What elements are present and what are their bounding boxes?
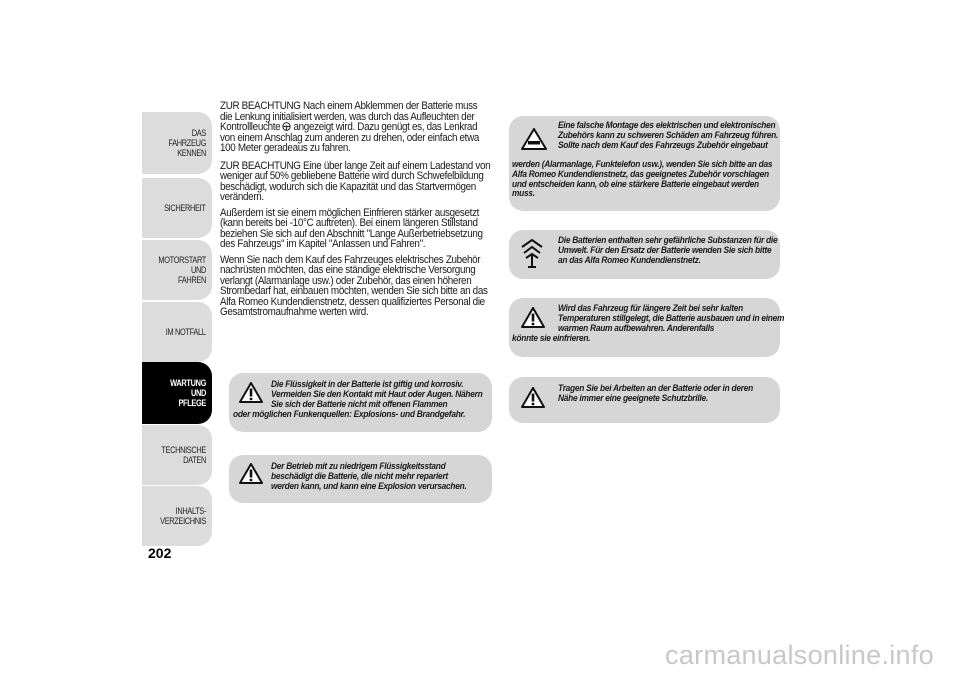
tab-das-fahrzeug-kennen[interactable]: DAS FAHRZEUG KENNEN — [142, 112, 212, 174]
tab-wartung-und-pflege[interactable]: WARTUNG UND PFLEGE — [142, 362, 212, 424]
warning-box-toxic-fluid — [229, 373, 492, 432]
paragraph-freezing: Außerdem ist sie einem möglichen Einfrieren stärker ausgesetzt (kann bereits bei -10°C auftreten). Bei einem längeren Stillstand beziehen Sie sich auf den Abschnitt "Lange Außerbetriebsetzung des Fahrzeugs" im Kapitel "Anlassen und Fahren". — [220, 206, 483, 250]
warning-text: Wird das Fahrzeug für längere Zeit bei sehr kalten Temperaturen stillgelegt, die Batterie ausbauen und in einem warmen Raum aufbewahren. Anderenfalls — [558, 303, 785, 333]
warning-text-continued: oder möglichen Funkenquellen: Explosions- und Brandgefahr. — [233, 409, 466, 419]
warning-triangle-icon — [521, 307, 545, 328]
watermark: carmanualsonline.info — [665, 640, 934, 670]
caution-triangle-icon — [521, 128, 547, 150]
tab-im-notfall[interactable]: IM NOTFALL — [142, 302, 212, 362]
tab-technische-daten[interactable]: TECHNISCHE DATEN — [142, 425, 212, 485]
warning-triangle-icon — [239, 463, 263, 484]
warning-box-safety-goggles — [509, 377, 780, 423]
warning-text-continued: werden (Alarmanlage, Funktelefon usw.), wenden Sie sich bitte an das Alfa Romeo Kundendienstnetz, das geeignetes Zubehör vorschlagen und entscheiden kann, ob eine stärkere Batterie eingebaut werden muss. — [512, 159, 773, 199]
paragraph-accessories: Wenn Sie nach dem Kauf des Fahrzeuges elektrisches Zubehör nachrüsten möchten, das eine ständige elektrische Versorgung verlangt (Alarmanlage usw.) oder Zubehör, das einen höheren Strombedarf hat, einbauen möchten, wenden Sie sich bitte an das Alfa Romeo Kundendienstnetz, dessen qualifiziertes Personal die Gesamtstromaufnahme werten wird. — [220, 253, 488, 318]
warning-text-continued: könnte sie einfrieren. — [512, 333, 591, 343]
warning-triangle-icon — [239, 382, 263, 403]
environment-text: Die Batterien enthalten sehr gefährliche Substanzen für die Umwelt. Für den Ersatz der Batterie wenden Sie sich bitte an das Alfa Romeo Kundendienstnetz. — [558, 235, 778, 265]
tab-inhaltsverzeichnis[interactable]: INHALTS- VERZEICHNIS — [142, 486, 212, 546]
warning-text: Tragen Sie bei Arbeiten an der Batterie oder in deren Nähe immer eine geeignete Schutzbrille. — [558, 383, 753, 403]
tab-motorstart-und-fahren[interactable]: MOTORSTART UND FAHREN — [142, 240, 212, 300]
paragraph-charge-note: ZUR BEACHTUNG Eine über lange Zeit auf einem Ladestand von weniger auf 50% gebliebene Batterie wird durch Schwefelbildung beschädigt, wodurch sich die Kapazität und das Startvermögen verändern. — [220, 159, 491, 203]
left-column — [220, 101, 492, 325]
tab-sicherheit[interactable]: SICHERHEIT — [142, 178, 212, 238]
warning-box-accessory-mounting — [509, 116, 780, 211]
warning-triangle-icon — [521, 387, 545, 408]
steering-warning-light-icon — [283, 122, 291, 131]
warning-box-cold-storage — [509, 298, 785, 357]
warning-text: Eine falsche Montage des elektrischen und elektronischen Zubehörs kann zu schweren Schäden am Fahrzeug führen. Sollte nach dem Kauf des Fahrzeugs Zubehör eingebaut — [558, 120, 779, 150]
environment-box-disposal — [509, 230, 780, 279]
environment-icon — [519, 237, 545, 269]
warning-box-low-fluid — [229, 455, 492, 503]
paragraph-steering-note: ZUR BEACHTUNG Nach einem Abklemmen der Batterie muss die Lenkung initialisiert werden, was durch das Aufleuchten der Kontrollleuchte angezeigt wird. Dazu genügt es, das Lenkrad von einem Anschlag zum anderen zu drehen, oder einfach etwa 100 Meter geradeaus zu fahren. — [220, 100, 480, 154]
warning-text: Der Betrieb mit zu niedrigem Flüssigkeitsstand beschädigt die Batterie, die nicht mehr repariert werden kann, und kann eine Explosion verursachen. — [271, 461, 467, 491]
page-number: 202 — [148, 545, 172, 561]
warning-text: Die Flüssigkeit in der Batterie ist giftig und korrosiv. Vermeiden Sie den Kontakt mit Haut oder Augen. Nähern Sie sich der Batterie nicht mit offenen Flammen — [271, 379, 483, 409]
